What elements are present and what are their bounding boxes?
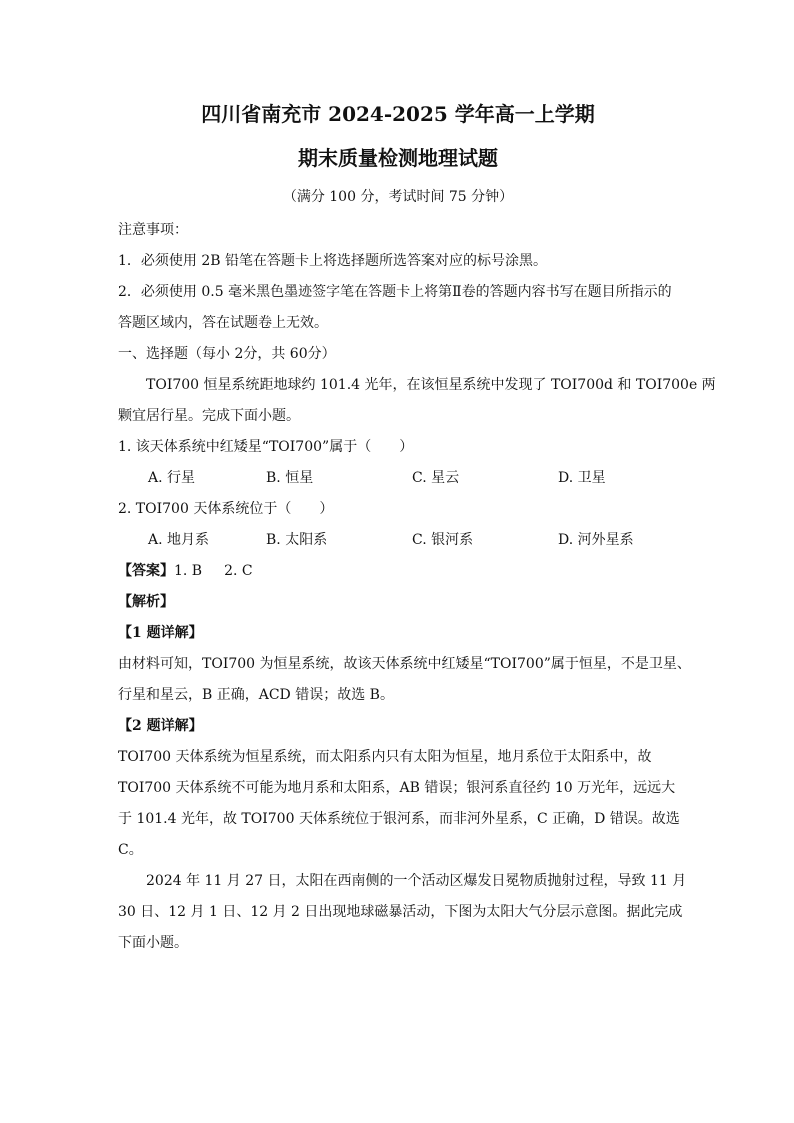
material-2-line1: 2024 年 11 月 27 日，太阳在西南侧的一个活动区爆发日冕物质抛射过程，导致 11 月 <box>146 873 687 889</box>
notice-heading: 注意事项： <box>118 222 188 238</box>
question-2-option-a: A. 地月系 <box>148 532 210 548</box>
answer-row <box>118 556 678 587</box>
material-2-line3: 下面小题。 <box>118 935 188 951</box>
detail-1-line2: 行星和星云，B 正确，ACD 错误；故选 B。 <box>118 687 394 703</box>
material-intro-line2: 颗宜居行星。完成下面小题。 <box>118 408 300 424</box>
exam-title-line2: 期末质量检测地理试题 <box>298 146 498 170</box>
analysis-label: 【解析】 <box>118 594 174 610</box>
question-2-option-d: D. 河外星系 <box>558 532 634 548</box>
question-1-stem: 1. 该天体系统中红矮星“TOI700”属于（ ） <box>118 439 414 455</box>
notice-item-1: 1．必须使用 2B 铅笔在答题卡上将选择题所选答案对应的标号涂黑。 <box>118 253 548 269</box>
detail-2-label: 【2 题详解】 <box>118 718 203 734</box>
question-1-option-a: A. 行星 <box>148 470 196 486</box>
detail-2-line3: 于 101.4 光年，故 TOI700 天体系统位于银河系，而非河外星系，C 正确，D 错误。故选 <box>118 811 680 827</box>
notice-item-2-line1: 2．必须使用 0.5 毫米黑色墨迹签字笔在答题卡上将第Ⅱ卷的答题内容书写在题目所指示的 <box>118 284 672 300</box>
section-heading: 一、选择题（每小 2分，共 60分） <box>118 346 336 362</box>
detail-1-label: 【1 题详解】 <box>118 625 203 641</box>
answer-2: 2. C <box>224 563 253 579</box>
question-1-option-b: B. 恒星 <box>266 470 314 486</box>
material-intro-line1: TOI700 恒星系统距地球约 101.4 光年，在该恒星系统中发现了 TOI700d 和 TOI700e 两 <box>146 377 716 393</box>
material-2-line2: 30 日、12 月 1 日、12 月 2 日出现地球磁暴活动，下图为太阳大气分层示意图。据此完成 <box>118 904 683 920</box>
detail-1-line1: 由材料可知，TOI700 为恒星系统，故该天体系统中红矮星“TOI700”属于恒星，不是卫星、 <box>118 656 691 672</box>
question-2-option-b: B. 太阳系 <box>266 532 328 548</box>
question-1-options <box>118 463 678 494</box>
exam-subtitle: （满分 100 分，考试时间 75 分钟） <box>282 189 514 205</box>
answer-label: 【答案】 <box>118 563 174 579</box>
detail-2-line2: TOI700 天体系统不可能为地月系和太阳系，AB 错误；银河系直径约 10 万光年，远远大 <box>118 780 676 796</box>
detail-2-line1: TOI700 天体系统为恒星系统，而太阳系内只有太阳为恒星，地月系位于太阳系中，故 <box>118 749 652 765</box>
question-2-stem: 2. TOI700 天体系统位于（ ） <box>118 501 334 517</box>
question-1-option-c: C. 星云 <box>412 470 460 486</box>
detail-2-line4: C。 <box>118 842 143 858</box>
question-1-option-d: D. 卫星 <box>558 470 606 486</box>
question-2-option-c: C. 银河系 <box>412 532 474 548</box>
answer-1: 1. B <box>174 563 203 579</box>
question-2-options <box>118 525 678 556</box>
exam-title-line1: 四川省南充市 2024-2025 学年高一上学期 <box>201 102 595 126</box>
notice-item-2-line2: 答题区域内，答在试题卷上无效。 <box>118 315 328 331</box>
exam-body <box>118 215 716 959</box>
